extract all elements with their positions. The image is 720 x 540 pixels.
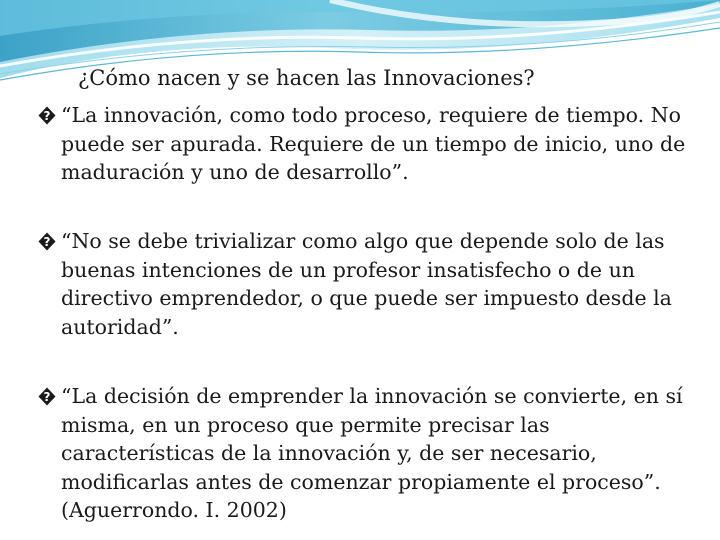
- replacement-character-icon: [38, 106, 56, 125]
- quote-text-1: “La innovación, como todo proceso, requiere de tiempo. No puede ser apurada. Requiere de un tiempo de inicio, uno de maduración y uno de desarrollo”.: [61, 103, 686, 184]
- quote-paragraph-1: [38, 101, 700, 187]
- quote-text-2: “No se debe trivializar como algo que depende solo de las buenas intenciones de un profesor insatisfecho o de un directivo emprendedor, o que puede ser impuesto desde la autoridad”.: [61, 229, 672, 339]
- svg-text:?: ?: [43, 235, 51, 249]
- quote-text-3: “La decisión de emprender la innovación se convierte, en sí misma, en un proceso que permite precisar las características de la innovación y, de ser necesario, modificarlas antes de comenzar propiamente el proceso”. (Aguerrondo. I. 2002): [61, 384, 683, 522]
- svg-text:?: ?: [43, 109, 51, 123]
- slide-title: ¿Cómo nacen y se hacen las Innovaciones?: [78, 66, 535, 90]
- svg-text:?: ?: [43, 390, 51, 404]
- replacement-character-icon: [38, 232, 56, 251]
- quote-paragraph-3: [38, 382, 700, 525]
- quote-paragraph-2: [38, 227, 700, 341]
- replacement-character-icon: [38, 387, 56, 406]
